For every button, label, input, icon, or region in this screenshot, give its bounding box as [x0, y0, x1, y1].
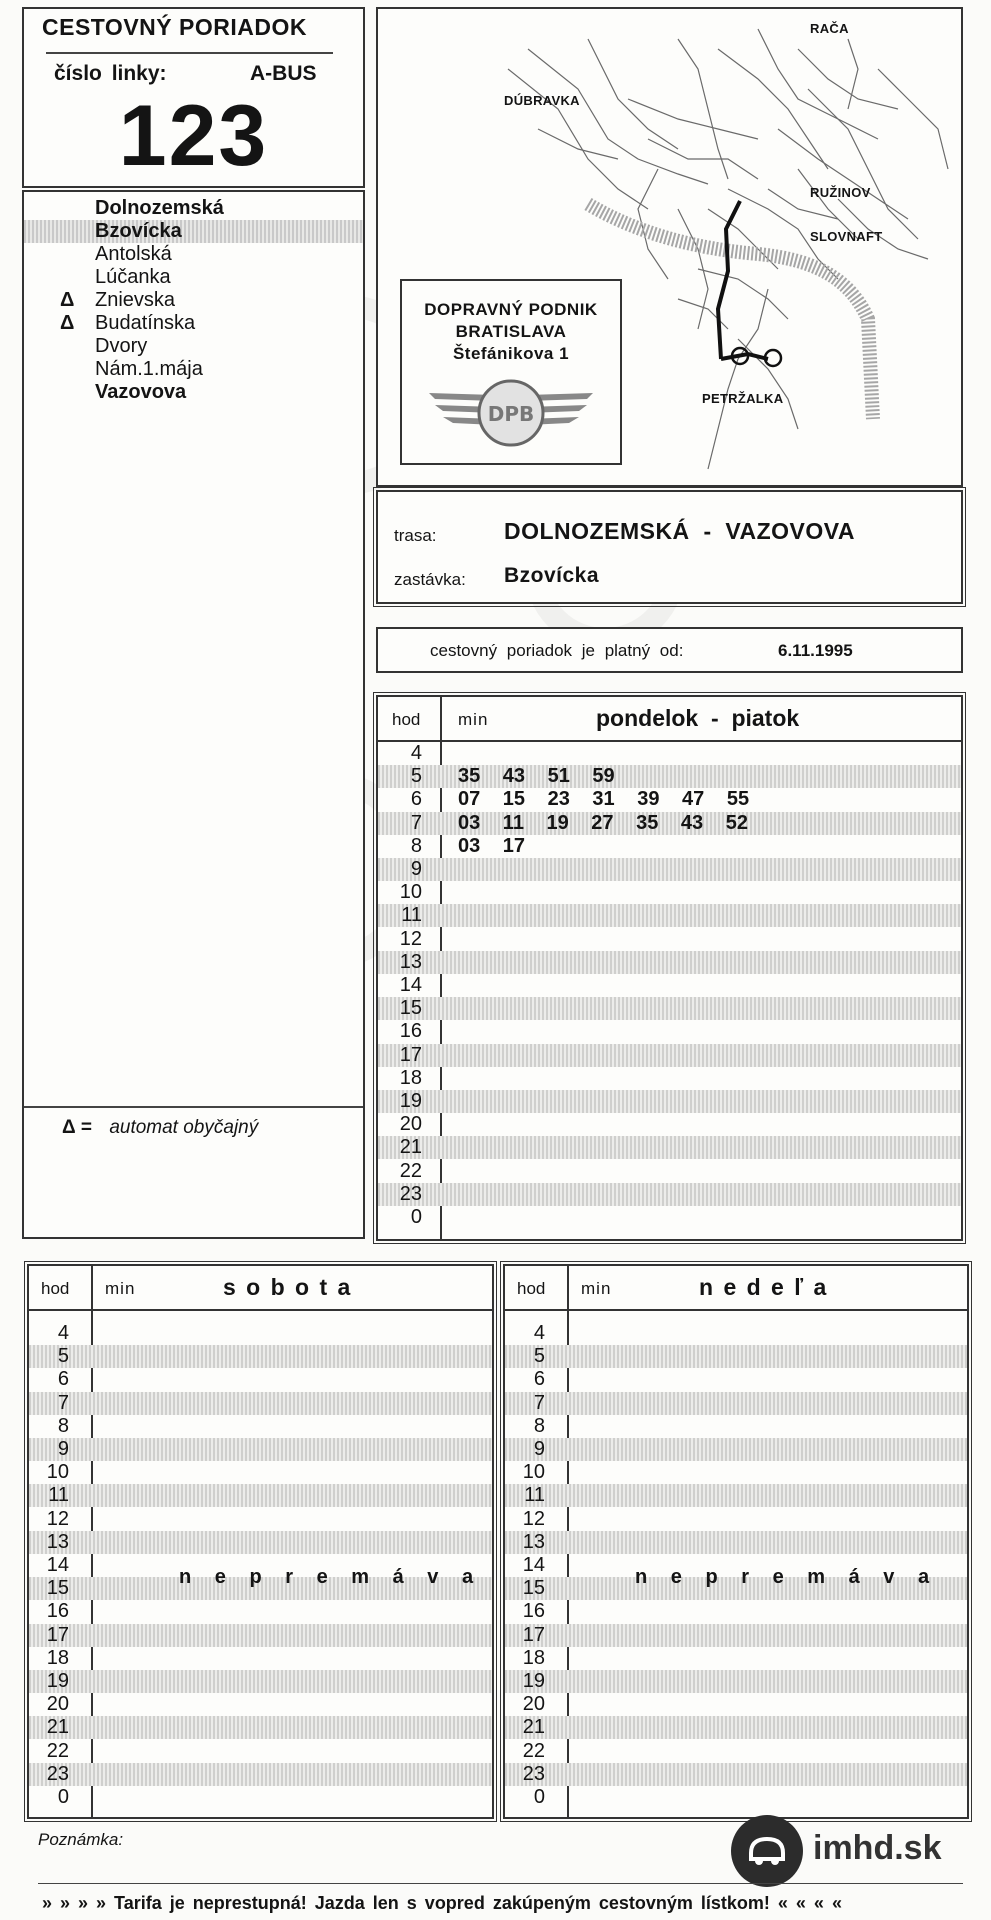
hour-row	[29, 1531, 492, 1554]
stop-item	[24, 243, 363, 266]
hour-row	[378, 812, 961, 835]
hour-value: 9	[410, 858, 422, 880]
minute-column-label: min	[105, 1279, 136, 1298]
hour-row	[505, 1670, 967, 1693]
hour-column-label: hod	[517, 1279, 546, 1298]
hour-value: 9	[533, 1438, 545, 1460]
departure-minutes: 03 17	[458, 834, 526, 857]
company-city: BRATISLAVA	[455, 322, 567, 341]
hour-value: 14	[522, 1554, 545, 1576]
hour-row	[378, 1206, 961, 1229]
hour-value: 19	[522, 1670, 545, 1692]
company-name: DOPRAVNÝ PODNIK	[424, 300, 598, 319]
hour-row	[505, 1740, 967, 1763]
imhd-brand-text: imhd.sk	[813, 1829, 942, 1867]
hour-value: 23	[399, 1182, 422, 1205]
hour-row	[378, 904, 961, 927]
stop-name: Dolnozemská	[95, 197, 224, 219]
hour-row	[505, 1392, 967, 1415]
hour-value: 12	[399, 927, 422, 950]
hour-value: 4	[57, 1322, 69, 1344]
hour-row	[378, 974, 961, 997]
sunday-no-service: n e p r e m á v a	[635, 1566, 939, 1588]
hour-row	[29, 1322, 492, 1345]
hour-value: 20	[46, 1693, 69, 1716]
hour-row	[378, 1044, 961, 1067]
hour-value: 12	[522, 1507, 545, 1530]
company-address: Štefánikova 1	[452, 344, 570, 363]
hour-value: 10	[522, 1461, 545, 1484]
ticket-machine-icon: Δ	[60, 289, 75, 311]
hour-row	[378, 1113, 961, 1136]
hour-value: 8	[57, 1414, 69, 1437]
logo-text: DPB	[487, 402, 535, 426]
stop-name: Bzovícka	[95, 220, 182, 242]
departure-minutes: 35 43 51 59	[458, 765, 615, 788]
hour-value: 14	[46, 1554, 69, 1576]
stop-item	[24, 266, 363, 289]
hour-row	[29, 1647, 492, 1670]
legend	[62, 1117, 258, 1139]
stop-item	[24, 335, 363, 358]
footer-divider	[38, 1883, 963, 1884]
route-label: trasa:	[394, 526, 437, 545]
sunday-header	[505, 1266, 967, 1311]
minute-column-label: min	[581, 1279, 612, 1298]
hour-value: 6	[410, 788, 422, 811]
hour-row	[505, 1531, 967, 1554]
hour-value: 7	[57, 1391, 69, 1414]
saturday-timetable	[27, 1264, 494, 1819]
hour-value: 6	[533, 1368, 545, 1391]
hour-value: 9	[57, 1438, 69, 1460]
line-number-label: číslo linky:	[54, 62, 167, 85]
stop-item	[24, 197, 363, 220]
hour-row	[505, 1415, 967, 1438]
hour-row	[505, 1345, 967, 1368]
hour-row	[29, 1415, 492, 1438]
stop-item	[24, 289, 363, 312]
hour-row	[505, 1647, 967, 1670]
hour-value: 11	[524, 1484, 545, 1507]
hour-value: 20	[399, 1113, 422, 1136]
hour-value: 7	[410, 811, 422, 834]
hour-row	[29, 1670, 492, 1693]
stop-name: Lúčanka	[95, 266, 171, 288]
hour-row	[29, 1484, 492, 1507]
validity-label: cestovný poriadok je platný od:	[430, 641, 684, 660]
weekday-timetable	[376, 695, 963, 1241]
hour-row	[505, 1716, 967, 1739]
hour-row	[29, 1392, 492, 1415]
dpb-logo-icon	[421, 371, 601, 457]
hour-column-label: hod	[392, 710, 421, 729]
map-label-slovnaft: SLOVNAFT	[810, 229, 883, 244]
hour-row	[378, 1183, 961, 1206]
hour-row	[378, 1136, 961, 1159]
stop-name: Vazovova	[95, 381, 187, 403]
hour-value: 14	[399, 974, 422, 996]
hour-value: 17	[522, 1623, 545, 1646]
hour-row	[505, 1368, 967, 1391]
hour-row	[378, 858, 961, 881]
hour-value: 18	[46, 1646, 69, 1669]
route-info	[376, 490, 963, 604]
hour-value: 15	[46, 1577, 69, 1600]
hour-row	[29, 1508, 492, 1531]
stop-value: Bzovícka	[504, 564, 600, 587]
hour-row	[29, 1716, 492, 1739]
hour-row	[378, 1020, 961, 1043]
hour-value: 4	[533, 1322, 545, 1344]
line-type: A-BUS	[250, 62, 317, 85]
note-label: Poznámka:	[38, 1830, 124, 1849]
hour-row	[378, 788, 961, 811]
stop-item	[24, 381, 363, 404]
weekday-header	[378, 697, 961, 742]
stop-list	[22, 190, 365, 1239]
saturday-header	[29, 1266, 492, 1311]
company-box	[400, 279, 622, 465]
minute-column-label: min	[458, 710, 489, 729]
hour-value: 21	[522, 1716, 545, 1739]
legend-text: automat obyčajný	[109, 1117, 259, 1138]
hour-value: 16	[46, 1600, 69, 1623]
hour-column-label: hod	[41, 1279, 70, 1298]
tariff-notice: » » » » Tarifa je neprestupná! Jazda len s vopred zakúpeným cestovným lístkom! « « « «	[42, 1893, 842, 1913]
hour-row	[29, 1600, 492, 1623]
hour-row	[378, 765, 961, 788]
hour-value: 13	[46, 1530, 69, 1553]
hour-row	[29, 1624, 492, 1647]
hour-row	[505, 1461, 967, 1484]
hour-value: 17	[399, 1043, 422, 1066]
hour-row	[29, 1345, 492, 1368]
hour-row	[505, 1763, 967, 1786]
hour-row	[29, 1461, 492, 1484]
hour-row	[378, 1090, 961, 1113]
validity-date: 6.11.1995	[778, 641, 853, 660]
hour-row	[378, 997, 961, 1020]
stop-item	[24, 220, 363, 243]
weekday-title: pondelok - piatok	[596, 705, 800, 731]
hour-value: 12	[46, 1507, 69, 1530]
hour-value: 0	[57, 1786, 69, 1808]
hour-value: 22	[46, 1739, 69, 1762]
stop-name: Dvory	[95, 335, 148, 357]
route-map	[376, 7, 963, 487]
timetable-header	[22, 7, 365, 188]
document-title: CESTOVNÝ PORIADOK	[42, 14, 307, 40]
hour-value: 11	[401, 904, 422, 927]
hour-value: 10	[46, 1461, 69, 1484]
hour-row	[378, 928, 961, 951]
hour-value: 18	[522, 1646, 545, 1669]
hour-row	[505, 1600, 967, 1623]
map-label-petrzalka: PETRŽALKA	[702, 391, 784, 406]
hour-value: 22	[399, 1159, 422, 1182]
hour-value: 16	[522, 1600, 545, 1623]
stop-item	[24, 312, 363, 335]
hour-value: 22	[522, 1739, 545, 1762]
sunday-timetable	[503, 1264, 969, 1819]
hour-value: 6	[57, 1368, 69, 1391]
line-number: 123	[118, 88, 269, 184]
header-divider	[46, 52, 333, 54]
map-label-dubravka: DÚBRAVKA	[504, 93, 580, 108]
hour-row	[29, 1438, 492, 1461]
hour-row	[378, 951, 961, 974]
hour-row	[29, 1740, 492, 1763]
stop-name: Budatínska	[95, 312, 196, 334]
stop-item	[24, 358, 363, 381]
hour-value: 15	[399, 997, 422, 1020]
hour-value: 0	[533, 1786, 545, 1808]
hour-row	[505, 1484, 967, 1507]
hour-value: 5	[410, 765, 422, 788]
map-label-ruzinov: RUŽINOV	[810, 185, 871, 200]
hour-row	[378, 835, 961, 858]
hour-row	[505, 1508, 967, 1531]
hour-value: 17	[46, 1623, 69, 1646]
hour-row	[378, 742, 961, 765]
hour-row	[505, 1438, 967, 1461]
hour-value: 19	[399, 1090, 422, 1112]
ticket-machine-icon: Δ	[60, 312, 75, 334]
route-value: DOLNOZEMSKÁ - VAZOVOVA	[504, 518, 856, 544]
hour-value: 8	[533, 1414, 545, 1437]
saturday-title: s o b o t a	[223, 1274, 353, 1300]
hour-value: 7	[533, 1391, 545, 1414]
legend-symbol: Δ =	[62, 1117, 93, 1138]
hour-row	[378, 1067, 961, 1090]
hour-value: 21	[399, 1136, 422, 1159]
hour-row	[378, 881, 961, 904]
hour-value: 20	[522, 1693, 545, 1716]
stop-name: Znievska	[95, 289, 176, 311]
departure-minutes: 07 15 23 31 39 47 55	[458, 788, 750, 811]
hour-row	[505, 1322, 967, 1345]
hour-value: 19	[46, 1670, 69, 1692]
stop-label: zastávka:	[394, 570, 466, 589]
stop-name: Antolská	[95, 243, 172, 265]
map-label-raca: RAČA	[810, 21, 849, 36]
hour-row	[29, 1763, 492, 1786]
saturday-no-service: n e p r e m á v a	[179, 1566, 483, 1588]
hour-value: 4	[410, 742, 422, 764]
hour-row	[29, 1693, 492, 1716]
hour-value: 10	[399, 881, 422, 904]
imhd-brand[interactable]	[731, 1813, 963, 1889]
hour-value: 8	[410, 834, 422, 857]
imhd-logo-icon	[731, 1815, 803, 1887]
hour-value: 5	[533, 1345, 545, 1368]
hour-value: 5	[57, 1345, 69, 1368]
sunday-title: n e d e ľ a	[699, 1274, 829, 1300]
hour-value: 21	[46, 1716, 69, 1739]
hour-value: 15	[522, 1577, 545, 1600]
stop-name: Nám.1.mája	[95, 358, 203, 380]
hour-value: 11	[48, 1484, 69, 1507]
hour-value: 13	[399, 950, 422, 973]
hour-row	[505, 1786, 967, 1809]
hour-row	[505, 1693, 967, 1716]
validity-box	[376, 627, 963, 673]
hour-row	[378, 1160, 961, 1183]
hour-value: 16	[399, 1020, 422, 1043]
hour-value: 23	[522, 1762, 545, 1785]
hour-value: 18	[399, 1066, 422, 1089]
hour-value: 13	[522, 1530, 545, 1553]
hour-row	[29, 1786, 492, 1809]
hour-value: 0	[410, 1206, 422, 1228]
hour-row	[505, 1624, 967, 1647]
hour-row	[29, 1368, 492, 1391]
legend-divider	[24, 1106, 363, 1108]
departure-minutes: 03 11 19 27 35 43 52	[458, 811, 748, 834]
hour-value: 23	[46, 1762, 69, 1785]
